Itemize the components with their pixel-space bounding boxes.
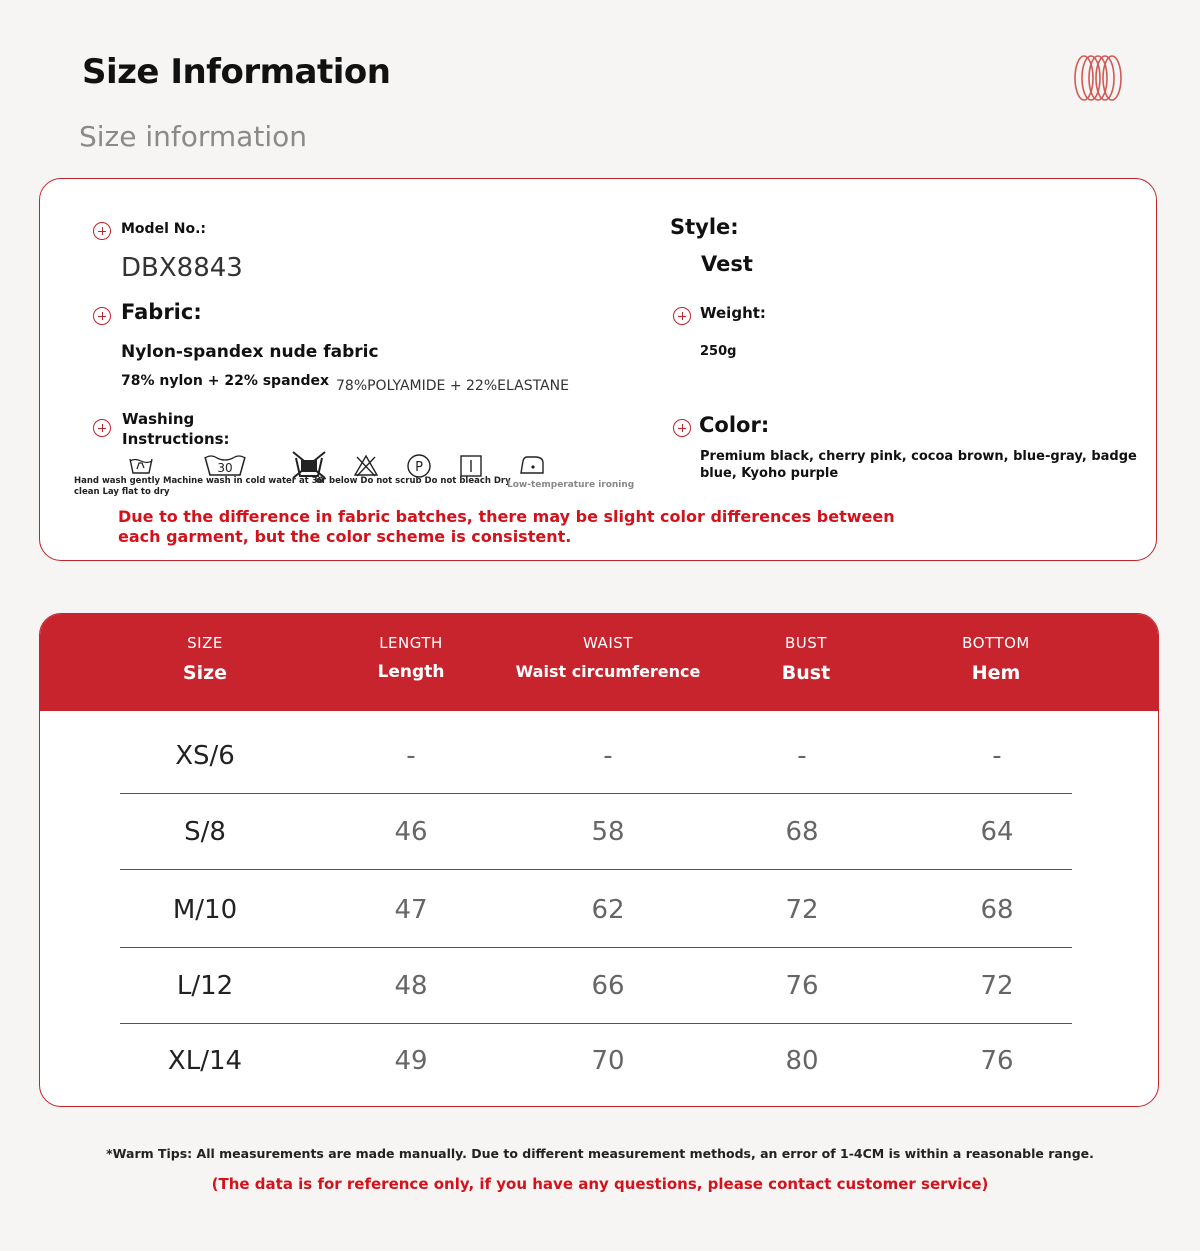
row-divider	[120, 869, 1072, 870]
rings-logo-icon	[1072, 52, 1124, 104]
machine-wash-30-icon	[203, 451, 247, 477]
model-value: DBX8843	[121, 253, 243, 283]
plus-icon	[93, 307, 111, 325]
svg-text:P: P	[415, 460, 423, 475]
washing-text: or below Do not scrub Do not bleach Dry	[316, 476, 511, 486]
fabric-label: Fabric:	[121, 300, 202, 324]
page-title: Size Information	[82, 52, 391, 92]
fabric-composition-en: 78%POLYAMIDE + 22%ELASTANE	[336, 378, 569, 394]
hand-wash-icon	[128, 453, 154, 475]
header-size: SIZE Size	[182, 634, 228, 684]
table-row: S/8 46 58 68 64	[40, 794, 1158, 870]
style-label: Style:	[670, 215, 739, 239]
washing-text: clean Lay flat to dry	[74, 487, 170, 497]
product-info-card	[39, 178, 1157, 561]
color-difference-note: Due to the difference in fabric batches, there may be slight color differences between each garment, but the color scheme is consistent.	[118, 507, 895, 546]
color-value: Premium black, cherry pink, cocoa brown, blue-gray, badge blue, Kyoho purple	[700, 449, 1137, 481]
fabric-value: Nylon-spandex nude fabric	[121, 342, 379, 362]
header-waist: WAIST Waist circumference	[515, 634, 701, 681]
header-length: LENGTH Length	[377, 634, 445, 682]
table-row: M/10 47 62 72 68	[40, 872, 1158, 948]
plus-icon	[673, 419, 691, 437]
low-temp-iron-icon	[518, 453, 546, 477]
no-bleach-icon	[353, 453, 379, 477]
table-row: XS/6 - - - -	[40, 718, 1158, 794]
style-value: Vest	[701, 252, 753, 276]
table-row: L/12 48 66 76 72	[40, 948, 1158, 1024]
iron-text: Low-temperature ironing	[507, 480, 635, 490]
weight-value: 250g	[700, 344, 737, 359]
washing-label: Washing Instructions:	[122, 410, 230, 448]
weight-label: Weight:	[700, 304, 766, 322]
size-table-header	[40, 614, 1158, 711]
plus-icon	[673, 307, 691, 325]
fabric-composition: 78% nylon + 22% spandex	[121, 373, 330, 389]
page-subtitle: Size information	[79, 120, 307, 153]
size-table	[39, 613, 1159, 1107]
reference-note: (The data is for reference only, if you have any questions, please contact customer service)	[211, 1175, 989, 1193]
table-row: XL/14 49 70 80 76	[167, 1046, 1014, 1076]
plus-icon	[93, 222, 111, 240]
color-label: Color:	[699, 413, 770, 437]
plus-icon	[93, 419, 111, 437]
model-label: Model No.:	[121, 221, 206, 237]
washing-text: Hand wash gently Machine wash in cold water at 30	[74, 476, 324, 486]
wash-temp-text: 30	[217, 461, 233, 475]
measurement-tip: *Warm Tips: All measurements are made manually. Due to different measurement methods, an error of 1-4CM is within a reasonable range.	[106, 1146, 1094, 1161]
header-bust: BUST Bust	[781, 634, 831, 684]
lay-flat-icon	[459, 454, 483, 478]
header-hem: BOTTOM Hem	[962, 634, 1030, 684]
